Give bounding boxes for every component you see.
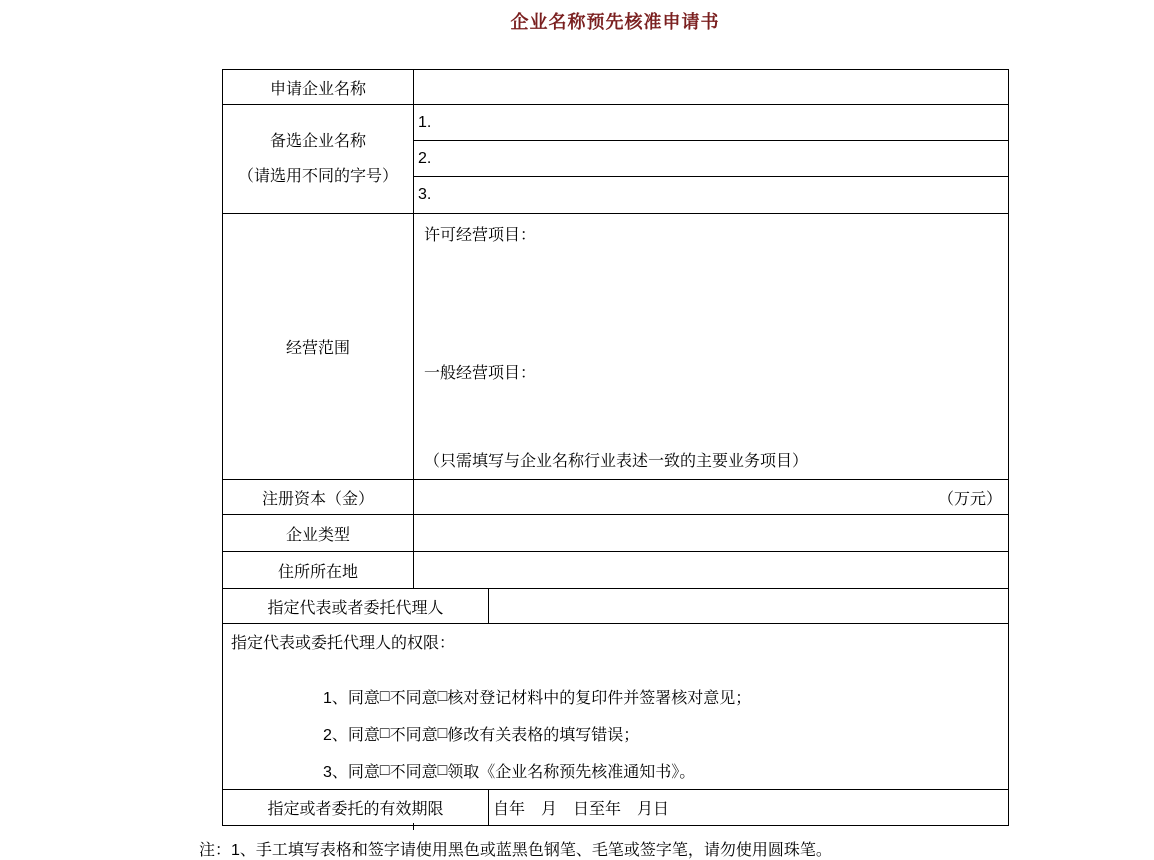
table-row bbox=[223, 70, 1009, 105]
disagree-checkbox[interactable]: □ bbox=[437, 761, 448, 779]
enterprise-type-field[interactable] bbox=[414, 515, 1009, 552]
agree-checkbox[interactable]: □ bbox=[379, 761, 390, 779]
alternative-names-label-line2: （请选用不同的字号） bbox=[237, 168, 398, 185]
page-title: 企业名称预先核准申请书 bbox=[510, 12, 720, 32]
designated-representative-field[interactable] bbox=[489, 589, 1009, 624]
applied-name-field[interactable] bbox=[414, 70, 1009, 105]
table-row bbox=[223, 552, 1009, 589]
agree-label: 同意 bbox=[347, 690, 380, 707]
representative-authority-heading: 指定代表或委托代理人的权限： bbox=[231, 635, 456, 652]
residence-field[interactable] bbox=[414, 552, 1009, 589]
business-scope-content bbox=[418, 214, 1004, 479]
agree-checkbox[interactable]: □ bbox=[379, 687, 390, 705]
agree-label: 同意 bbox=[347, 727, 380, 744]
alternative-name-field-1[interactable]: 1. bbox=[414, 105, 1009, 141]
table-row bbox=[223, 515, 1009, 552]
authority-item-1 bbox=[323, 678, 1004, 715]
table-row bbox=[223, 624, 1009, 790]
validity-period-label: 指定或者委托的有效期限 bbox=[223, 790, 489, 826]
authority-item-number: 1、 bbox=[323, 690, 348, 707]
table-row bbox=[223, 214, 1009, 480]
alternative-names-label-line1: 备选企业名称 bbox=[269, 133, 366, 150]
registered-capital-label: 注册资本（金） bbox=[223, 480, 414, 515]
column-divider-tick bbox=[413, 823, 414, 830]
authority-item-number: 3、 bbox=[323, 764, 348, 781]
alternative-names-label bbox=[223, 105, 414, 214]
general-items-label: 一般经营项目： bbox=[424, 365, 537, 382]
table-row bbox=[223, 480, 1009, 515]
authority-item-3 bbox=[323, 752, 1004, 789]
agree-label: 同意 bbox=[347, 764, 380, 781]
representative-authority-cell bbox=[223, 624, 1009, 790]
authority-item-number: 2、 bbox=[323, 727, 348, 744]
authority-item-text: 领取《企业名称预先核准通知书》。 bbox=[447, 764, 696, 781]
disagree-checkbox[interactable]: □ bbox=[437, 687, 448, 705]
table-row bbox=[223, 105, 1009, 141]
validity-period-field[interactable]: 自年 月 日至年 月日 bbox=[489, 790, 1009, 826]
registered-capital-unit: （万元） bbox=[937, 490, 1002, 508]
footnote: 注：1、手工填写表格和签字请使用黑色或蓝黑色钢笔、毛笔或签字笔，请勿使用圆珠笔。 bbox=[199, 842, 832, 859]
agree-checkbox[interactable]: □ bbox=[379, 724, 390, 742]
disagree-checkbox[interactable]: □ bbox=[437, 724, 448, 742]
disagree-label: 不同意 bbox=[389, 690, 438, 707]
applied-name-label: 申请企业名称 bbox=[223, 70, 414, 105]
authority-item-text: 修改有关表格的填写错误； bbox=[447, 727, 640, 744]
registered-capital-cell bbox=[414, 480, 1009, 515]
residence-label: 住所所在地 bbox=[223, 552, 414, 589]
authority-item-2 bbox=[323, 715, 1004, 752]
designated-representative-label: 指定代表或者委托代理人 bbox=[223, 589, 489, 624]
representative-authority-items bbox=[227, 678, 1004, 789]
business-scope-field[interactable] bbox=[414, 214, 1009, 480]
business-scope-label: 经营范围 bbox=[223, 214, 414, 480]
table-row bbox=[223, 790, 1009, 826]
alternative-name-field-3[interactable]: 3. bbox=[414, 177, 1009, 214]
authority-item-text: 核对登记材料中的复印件并签署核对意见； bbox=[447, 690, 752, 707]
licensed-items-label: 许可经营项目： bbox=[424, 227, 537, 244]
disagree-label: 不同意 bbox=[389, 764, 438, 781]
alternative-name-field-2[interactable]: 2. bbox=[414, 141, 1009, 177]
enterprise-type-label: 企业类型 bbox=[223, 515, 414, 552]
business-scope-note: （只需填写与企业名称行业表述一致的主要业务项目） bbox=[424, 453, 809, 470]
table-row bbox=[223, 589, 1009, 624]
application-form-table bbox=[222, 69, 1009, 826]
disagree-label: 不同意 bbox=[389, 727, 438, 744]
